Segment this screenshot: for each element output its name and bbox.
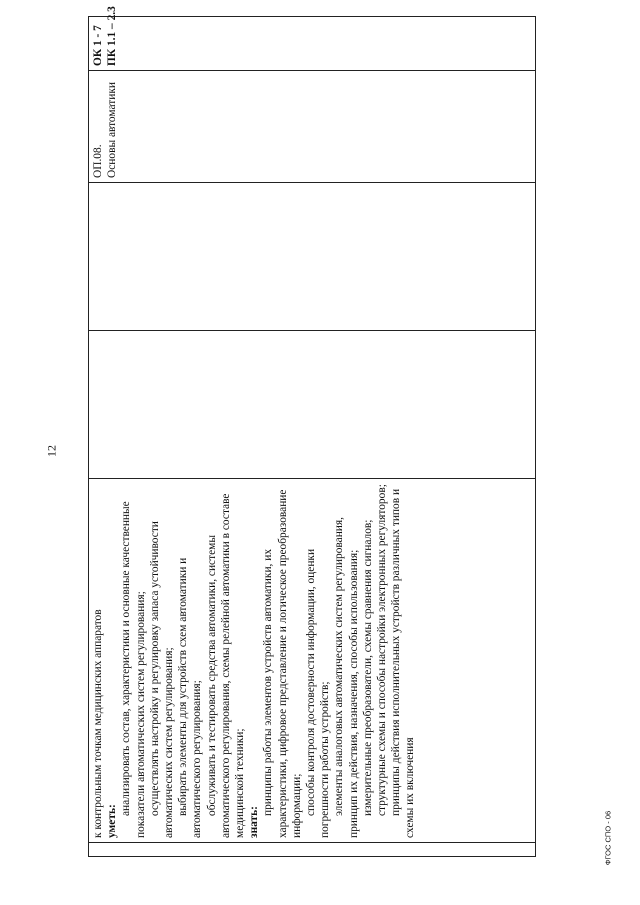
table-row: [89, 17, 536, 857]
knowledge-item: измерительные преобразователи, схемы сравнения сигналов;: [361, 519, 374, 816]
discipline-name: Основы автоматики: [106, 81, 119, 178]
knowledge-item: элементы аналоговых автоматических систем регулирования, принцип их действия, назначения, способы использования;: [333, 517, 360, 838]
skill-item: выбирать элементы для устройств схем автоматики и автоматического регулирования;: [177, 557, 204, 838]
skill-item: осуществлять настройку и регулировку запаса устойчивости автоматических систем регулирования;: [148, 521, 176, 838]
index-cell: [89, 843, 536, 857]
rotated-page-content: [88, 6, 536, 857]
knowledge-item: структурные схемы и способы настройки электронных регуляторов;: [376, 484, 389, 816]
hours-cell: [89, 331, 536, 479]
discipline-code: ОП.08.: [92, 144, 104, 178]
skill-item: анализировать состав, характеристики и основные качественные показатели автоматических систем регулирования;: [120, 501, 147, 838]
total-hours-cell: [89, 183, 536, 331]
knowledge-item: принципы работы элементов устройств автоматики, их характеристики, цифровое представление и логическое преобразование информации;: [262, 489, 303, 838]
requirements-cell: [89, 479, 536, 843]
standard-requirements-table: [88, 6, 536, 857]
skills-label: уметь:: [106, 804, 119, 838]
knowledge-item: принципы действия исполнительных устройств различных типов и схемы их включения: [390, 488, 417, 838]
page-number: 12: [44, 445, 59, 457]
discipline-cell: [89, 71, 536, 183]
knowledge-item: способы контроля достоверности информации, оценки погрешности работы устройств;: [305, 548, 332, 838]
footer-standard-code: ФГОС СПО - 06: [603, 810, 613, 866]
requirements-intro: к контрольным точкам медицинских аппаратов: [92, 609, 104, 838]
competencies-cell: [89, 6, 536, 71]
competency-general: ОК 1 - 7: [92, 25, 104, 66]
competency-professional: ПК 1.1 – 2.3: [106, 6, 119, 66]
knowledge-label: знать:: [248, 806, 261, 838]
skill-item: обслуживать и тестировать средства автоматики, системы автоматического регулирования, схемы релейной автоматики в составе медицинской техники;: [205, 493, 247, 838]
